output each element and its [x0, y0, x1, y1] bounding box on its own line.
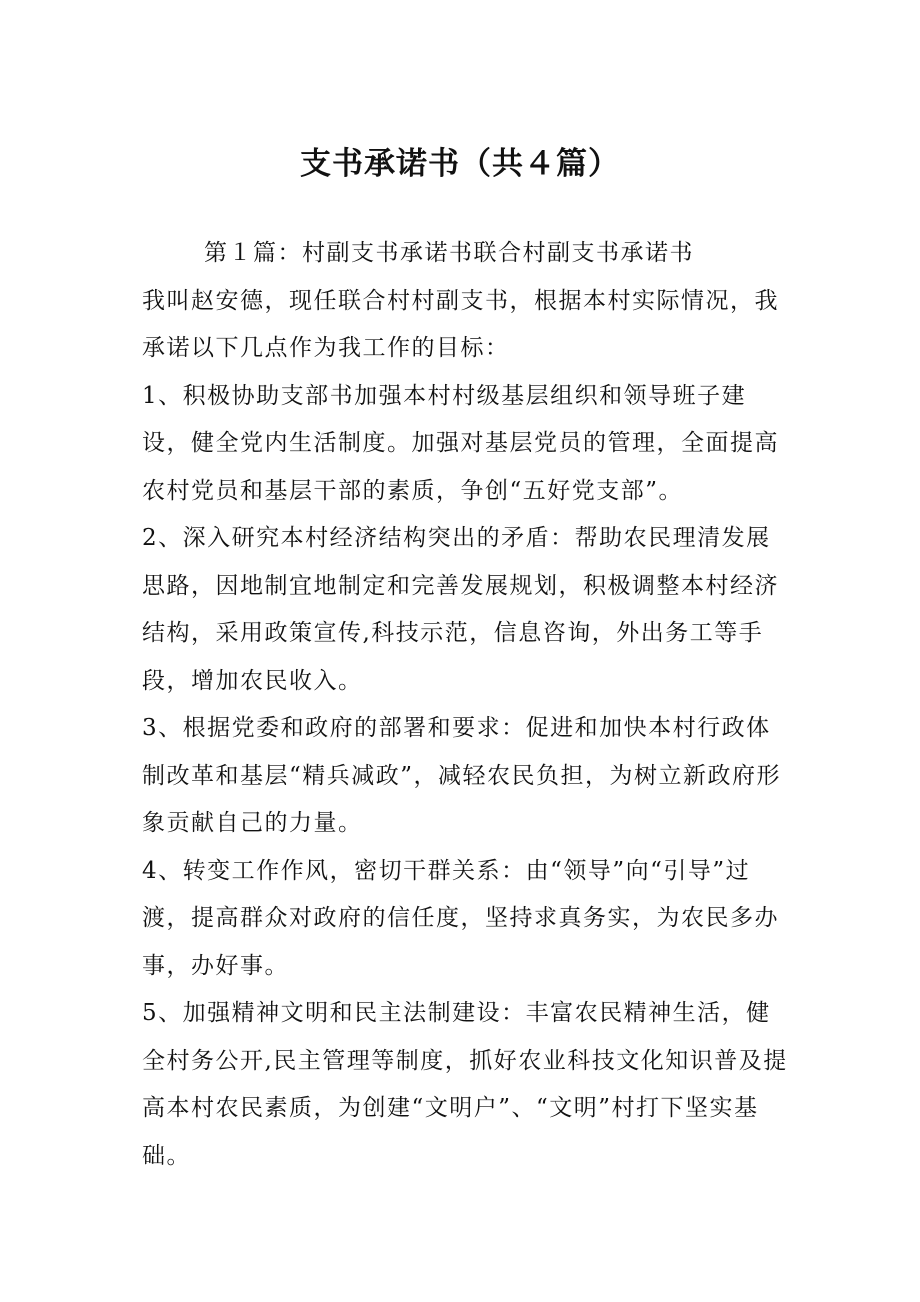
- paragraph-item-3: 3、根据党委和政府的部署和要求：促进和加快本村行政体制改革和基层“精兵减政”，减轻农民负担，为树立新政府形象贡献自己的力量。: [142, 715, 782, 836]
- paragraph-item-5: 5、加强精神文明和民主法制建设：丰富农民精神生活，健全村务公开,民主管理等制度，抓好农业科技文化知识普及提高本村农民素质，为创建“文明户”、“文明”村打下坚实基础。: [142, 1000, 788, 1169]
- paragraph-item-4: 4、转变工作作风，密切干群关系：由“领导”向“引导”过渡，提高群众对政府的信任度，坚持求真务实，为农民多办事，办好事。: [142, 857, 779, 979]
- page-title: 支书承诺书（共４篇）: [300, 146, 620, 182]
- paragraph-item-2: 2、深入研究本村经济结构突出的矛盾：帮助农民理清发展思路，因地制宜地制定和完善发展规划，积极调整本村经济结构，采用政策宣传,科技示范，信息咨询，外出务工等手段，增加农民收入。: [142, 525, 779, 694]
- document-body: [142, 230, 790, 1180]
- paragraph-intro: 我叫赵安德，现任联合村村副支书，根据本村实际情况，我承诺以下几点作为我工作的目标：: [142, 287, 779, 361]
- paragraph-item-1: 1、积极协助支部书加强本村村级基层组织和领导班子建设，健全党内生活制度。加强对基层党员的管理，全面提高农村党员和基层干部的素质，争创“五好党支部”。: [142, 382, 779, 504]
- section-heading: 第１篇：村副支书承诺书联合村副支书承诺书: [204, 240, 694, 266]
